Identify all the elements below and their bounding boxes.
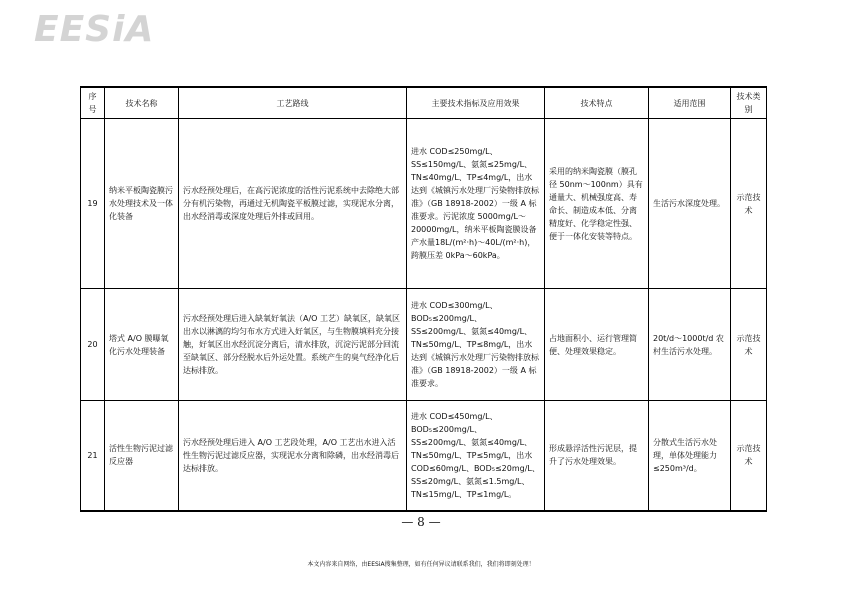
row-scope: 20t/d～1000t/d 农村生活污水处理。 [649, 289, 731, 401]
row-features: 采用的纳米陶瓷膜（膜孔径 50nm～100nm）具有通量大、机械强度高、寿命长、制造成本低、分离精度好、化学稳定性强、便于一体化安装等特点。 [545, 119, 649, 289]
row-process: 污水经预处理后，在高污泥浓度的活性污泥系统中去除绝大部分有机污染物，再通过无机陶瓷平板膜过滤，实现泥水分离，出水经消毒或深度处理后外排或回用。 [179, 119, 407, 289]
row-indicators: 进水 COD≤450mg/L、BOD₅≤200mg/L、SS≤200mg/L、氨氮≤40mg/L、TN≤50mg/L、TP≤5mg/L，出水 COD≤60mg/L、BOD₅≤20mg/L、SS≤20mg/L、氨氮≤1.5mg/L、TN≤15mg/L、TP≤1mg/L。 [407, 401, 545, 511]
row-features: 形成悬浮活性污泥层，提升了污水处理效果。 [545, 401, 649, 511]
table-row [81, 401, 767, 511]
row-process: 污水经预处理后进入 A/O 工艺段处理，A/O 工艺出水进入活性生物污泥过滤反应器，实现泥水分离和除磷，出水经消毒后达标排放。 [179, 401, 407, 511]
eesia-logo: EESiA [34, 9, 155, 50]
row-category: 示范技术 [731, 119, 767, 289]
header-process: 工艺路线 [179, 87, 407, 119]
row-category: 示范技术 [731, 289, 767, 401]
row-name: 活性生物污泥过滤反应器 [105, 401, 179, 511]
row-scope: 分散式生活污水处理，单体处理能力≤250m³/d。 [649, 401, 731, 511]
table-row [81, 119, 767, 289]
page-number: — 8 — [401, 515, 441, 529]
header-seq: 序号 [81, 87, 105, 119]
row-seq: 19 [81, 119, 105, 289]
row-indicators: 进水 COD≤250mg/L、SS≤150mg/L、氨氮≤25mg/L、TN≤40mg/L、TP≤4mg/L，出水达到《城镇污水处理厂污染物排放标准》（GB 18918-2002）一级 A 标准要求。污泥浓度 5000mg/L～20000mg/L，纳米平板陶瓷膜设备产水量18L/(m²·h)～40L/(m²·h)，跨膜压差 0kPa～60kPa。 [407, 119, 545, 289]
table-row [81, 289, 767, 401]
row-name: 纳米平板陶瓷膜污水处理技术及一体化装备 [105, 119, 179, 289]
row-process: 污水经预处理后进入缺氧好氧法（A/O 工艺）缺氧区，缺氧区出水以淋漓的均匀布水方式进入好氧区，与生物膜填料充分接触，好氧区出水经沉淀分离后，清水排放，沉淀污泥部分回流至缺氧区、部分经脱水后外运处置。系统产生的臭气经净化后达标排放。 [179, 289, 407, 401]
row-seq: 20 [81, 289, 105, 401]
header-category: 技术类别 [731, 87, 767, 119]
row-indicators: 进水 COD≤300mg/L、BOD₅≤200mg/L、SS≤200mg/L、氨氮≤40mg/L、TN≤50mg/L、TP≤8mg/L，出水达到《城镇污水处理厂污染物排放标准》（GB 18918-2002）一级 A 标准要求。 [407, 289, 545, 401]
row-name: 塔式 A/O 膜曝氧化污水处理装备 [105, 289, 179, 401]
row-features: 占地面积小、运行管理简便、处理效果稳定。 [545, 289, 649, 401]
header-scope: 适用范围 [649, 87, 731, 119]
header-features: 技术特点 [545, 87, 649, 119]
table-header-row [81, 87, 767, 119]
footer-notice: 本文内容来自网络，由EESiA搜集整理，如有任何异议请联系我们，我们将即刻处理！ [307, 561, 535, 568]
row-scope: 生活污水深度处理。 [649, 119, 731, 289]
technology-table [80, 86, 767, 512]
header-name: 技术名称 [105, 87, 179, 119]
header-indicators: 主要技术指标及应用效果 [407, 87, 545, 119]
row-category: 示范技术 [731, 401, 767, 511]
row-seq: 21 [81, 401, 105, 511]
